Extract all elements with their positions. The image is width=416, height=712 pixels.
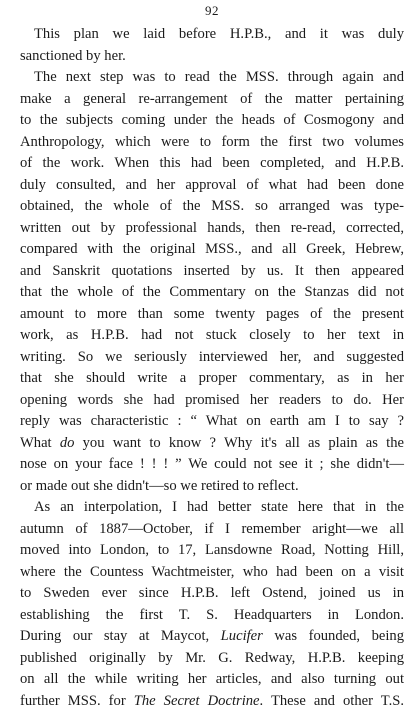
text-line: of the work. When this had been completed, and H.P.B. xyxy=(20,153,404,175)
text-line: The next step was to read the MSS. through again and xyxy=(20,67,404,89)
text-segment: was founded, being xyxy=(263,628,404,644)
text-segment: During our stay at Maycot, xyxy=(20,628,221,644)
italic-text: The Secret Doctrine xyxy=(134,693,260,709)
text-line: nose on your face ! ! ! ” We could not see it ; she didn't— xyxy=(20,454,404,476)
italic-text: Lucifer xyxy=(221,628,263,644)
text-line: As an interpolation, I had better state here that in the xyxy=(20,497,404,519)
text-line: opening words she had promised her readers to do. Her xyxy=(20,390,404,412)
text-line: amount to more than some twenty pages of the present xyxy=(20,304,404,326)
page-number: 92 xyxy=(20,3,404,19)
text-line: reply was characteristic : “ What on earth am I to say ? xyxy=(20,411,404,433)
book-page xyxy=(20,0,404,653)
text-segment: you want to know ? Why it's all as plain as the xyxy=(74,435,404,451)
text-line: make a general re-arrangement of the matter pertaining xyxy=(20,89,404,111)
text-line: that the whole of the Commentary on the Stanzas did not xyxy=(20,282,404,304)
text-line: establishing the first T. S. Headquarters in London. xyxy=(20,605,404,627)
text-line: to Sweden ever since H.P.B. left Ostend, joined us in xyxy=(20,583,404,605)
text-line: Anthropology, which were to form the first two volumes xyxy=(20,132,404,154)
text-line: to the subjects coming under the heads of Cosmogony and xyxy=(20,110,404,132)
text-line: moved into London, to 17, Lansdowne Road, Notting Hill, xyxy=(20,540,404,562)
text-line: writing. So we seriously interviewed her, and suggested xyxy=(20,347,404,369)
text-segment: . These and other T.S. xyxy=(260,693,404,709)
body-text xyxy=(20,24,404,712)
text-segment: What xyxy=(20,435,60,451)
text-line xyxy=(20,433,404,455)
text-line: on all the while writing her articles, and also turning out xyxy=(20,669,404,691)
text-segment: further MSS. for xyxy=(20,693,134,709)
text-line: work, as H.P.B. had not stuck closely to her text in xyxy=(20,325,404,347)
text-line: sanctioned by her. xyxy=(20,46,404,68)
text-line: This plan we laid before H.P.B., and it was duly xyxy=(20,24,404,46)
text-line: obtained, the whole of the MSS. so arranged was type- xyxy=(20,196,404,218)
text-line: written out by professional hands, then re-read, corrected, xyxy=(20,218,404,240)
text-line: or made out she didn't—so we retired to reflect. xyxy=(20,476,404,498)
text-line xyxy=(20,626,404,648)
text-line: published originally by Mr. G. Redway, H.P.B. keeping xyxy=(20,648,404,670)
text-line: where the Countess Wachtmeister, who had been on a visit xyxy=(20,562,404,584)
text-line: and Sanskrit quotations inserted by us. It then appeared xyxy=(20,261,404,283)
text-line: compared with the original MSS., and all Greek, Hebrew, xyxy=(20,239,404,261)
text-line: autumn of 1887—October, if I remember aright—we all xyxy=(20,519,404,541)
text-line xyxy=(20,691,404,712)
text-line: that she should write a proper commentary, as in her xyxy=(20,368,404,390)
text-line: duly consulted, and her approval of what had been done xyxy=(20,175,404,197)
italic-text: do xyxy=(60,435,75,451)
